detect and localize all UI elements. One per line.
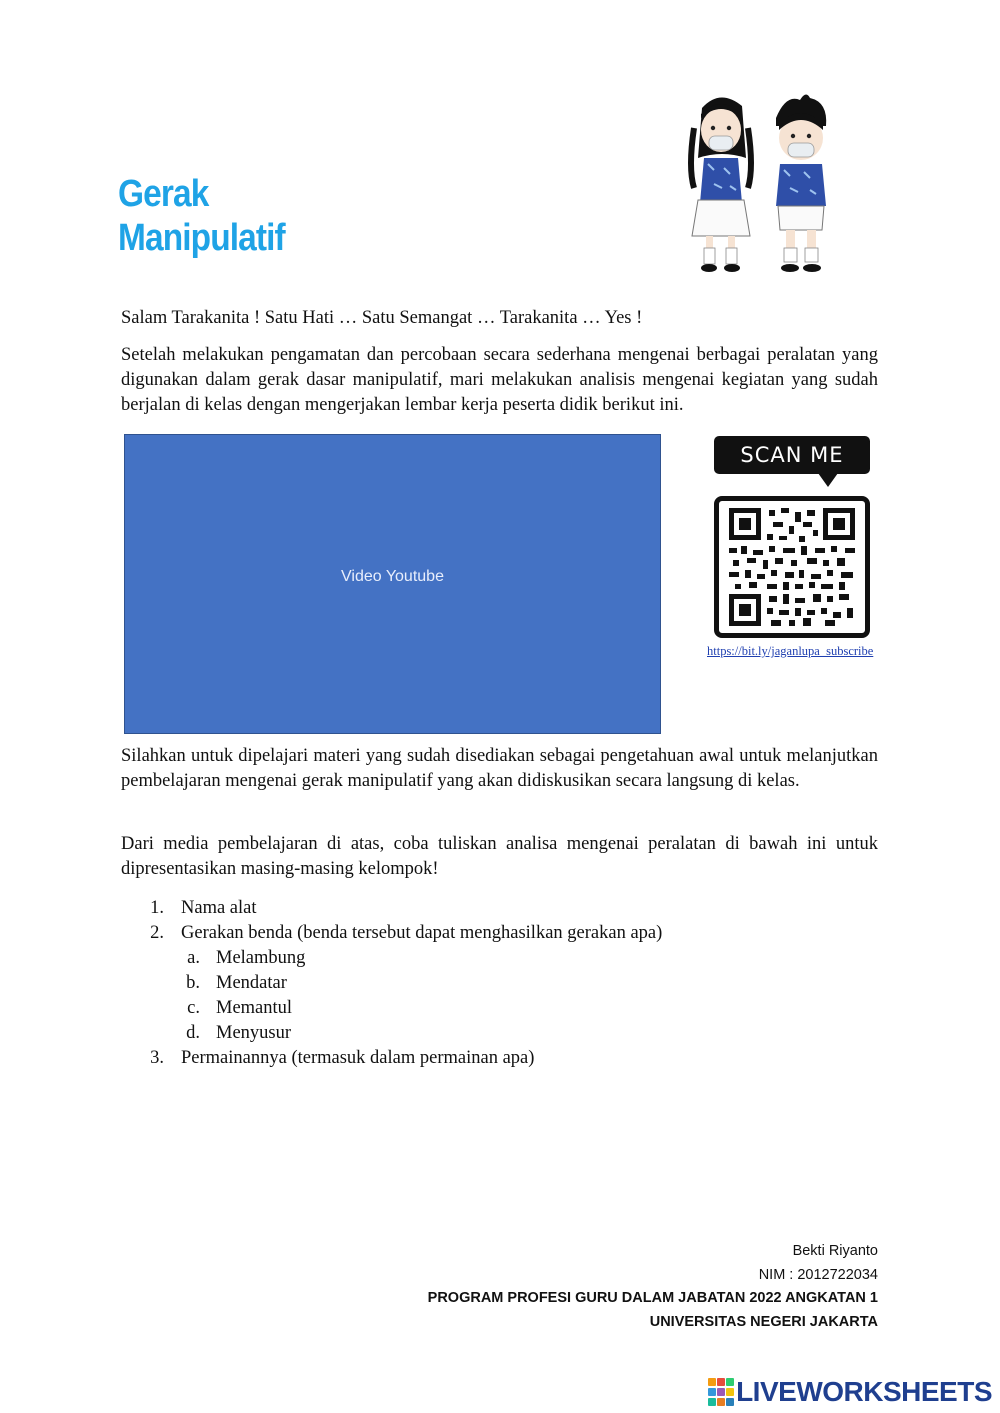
author-name: Bekti Riyanto (792, 1243, 878, 1259)
list-letter: a. (187, 948, 200, 968)
list-letter: b. (186, 973, 200, 993)
university-name: UNIVERSITAS NEGERI JAKARTA (649, 1313, 878, 1330)
list-item (0, 896, 900, 921)
intro-paragraph: Setelah melakukan pengamatan dan percobaan secara sederhana mengenai berbagai peralatan yang digunakan dalam gerak dasar manipulatif, mari melakukan analisis mengenai kegiatan yang sudah berjalan di kelas dengan mengerjakan lembar kerja peserta didik berikut ini. (121, 345, 878, 415)
scan-me-badge: SCAN ME (714, 436, 870, 474)
page-title (118, 172, 285, 260)
list-item (0, 946, 900, 971)
video-label: Video Youtube (341, 568, 444, 585)
liveworksheets-wordmark: LIVEWORKSHEETS (736, 1376, 992, 1407)
list-number: 1. (150, 898, 164, 918)
qr-code (714, 496, 870, 638)
qr-pattern (729, 508, 855, 626)
video-embed[interactable] (124, 434, 661, 734)
students-illustration (680, 88, 845, 278)
list-item (0, 1021, 900, 1046)
liveworksheets-logo (708, 1376, 992, 1408)
qr-link[interactable]: https://bit.ly/jaganlupa_subscribe (707, 644, 874, 658)
list-text: Mendatar (216, 973, 287, 993)
list-item (0, 921, 900, 946)
title-line-1: Gerak (118, 173, 209, 215)
question-list (0, 896, 900, 1071)
list-text: Menyusur (216, 1023, 292, 1043)
list-text: Melambung (216, 948, 306, 968)
task-paragraph: Dari media pembelajaran di atas, coba tuliskan analisa mengenai peralatan di bawah ini untuk dipresentasikan masing-masing kelompok! (121, 834, 878, 879)
list-number: 2. (150, 923, 164, 943)
list-letter: c. (187, 998, 200, 1018)
girl-figure (691, 97, 751, 272)
list-item (0, 996, 900, 1021)
list-letter: d. (186, 1023, 200, 1043)
study-paragraph: Silahkan untuk dipelajari materi yang sudah disediakan sebagai pengetahuan awal untuk melanjutkan pembelajaran mengenai gerak manipulatif yang akan didiskusikan secara langsung di kelas. (121, 746, 878, 791)
list-text: Gerakan benda (benda tersebut dapat menghasilkan gerakan apa) (181, 923, 663, 943)
list-item (0, 1046, 900, 1071)
list-text: Nama alat (181, 898, 257, 918)
liveworksheets-icon (708, 1378, 734, 1406)
list-text: Memantul (216, 998, 293, 1018)
list-number: 3. (150, 1048, 164, 1068)
list-item (0, 971, 900, 996)
author-nim: NIM : 2012722034 (758, 1266, 878, 1283)
title-line-2: Manipulatif (118, 217, 285, 259)
author-block (428, 1240, 878, 1334)
scan-me-pointer (818, 473, 838, 487)
program-name: PROGRAM PROFESI GURU DALAM JABATAN 2022 ANGKATAN 1 (427, 1290, 878, 1306)
boy-figure (776, 94, 826, 272)
greeting-text: Salam Tarakanita ! Satu Hati … Satu Semangat … Tarakanita … Yes ! (121, 308, 643, 328)
list-text: Permainannya (termasuk dalam permainan apa) (181, 1048, 535, 1068)
